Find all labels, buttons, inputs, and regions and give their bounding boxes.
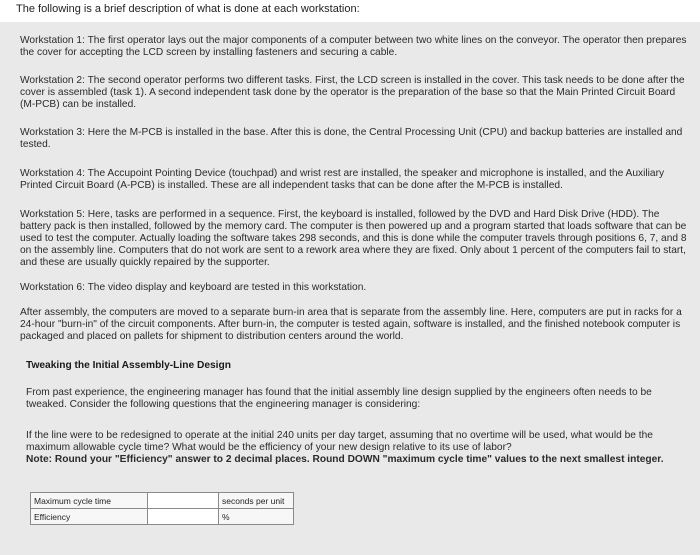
- question-header: [0, 0, 700, 22]
- efficiency-label: Efficiency: [31, 509, 148, 525]
- question-text: If the line were to be redesigned to operate at the initial 240 units per day target, assuming that no overtime will be used, what would be the maximum allowable cycle time? What would be the efficiency of your new design relative to its use of labor?: [26, 430, 653, 453]
- efficiency-unit: %: [219, 509, 294, 525]
- workstation-5-text: Workstation 5: Here, tasks are performed in a sequence. First, the keyboard is installed, followed by the DVD and Hard Disk Drive (HDD). The battery pack is then installed, followed by the memory card. The computer is then powered up and a program started that loads software that can be used to test the computer. Actually loading the software takes 298 seconds, and this is done while the computer travels through positions 6, 7, and 8 on the assembly line. Computers that do not work are sent to a rework area where they are fixed. Only about 1 percent of the computers fail to start, and these are usually quickly repaired by the supporter.: [20, 209, 687, 268]
- max-cycle-time-input[interactable]: [151, 493, 215, 508]
- rounding-note: Note: Round your "Efficiency" answer to 2 decimal places. Round DOWN "maximum cycle time" values to the next smallest integer.: [26, 454, 664, 465]
- answer-table: [30, 492, 294, 525]
- workstation-6-text: Workstation 6: The video display and keyboard are tested in this workstation.: [20, 282, 367, 293]
- burn-in-text: After assembly, the computers are moved to a separate burn-in area that is separate from the assembly line. Here, computers are put in racks for a 24-hour "burn-in" of the circuit components. After burn-in, the computer is tested again, software is installed, and the finished notebook computer is packaged and placed on pallets for shipment to distribution centers around the world.: [20, 307, 682, 342]
- workstation-2-text: Workstation 2: The second operator performs two different tasks. First, the LCD screen is installed in the cover. This task needs to be done after the cover is assembled (task 1). A second independent task done by the operator is the preparation of the base so that the Main Printed Circuit Board (M-PCB) can be installed.: [20, 75, 685, 110]
- section-intro: From past experience, the engineering manager has found that the initial assembly line design supplied by the engineers often needs to be tweaked. Consider the following questions that the engineering manager is considering:: [26, 387, 652, 410]
- question-body: [0, 22, 700, 555]
- header-text: The following is a brief description of what is done at each workstation:: [16, 3, 360, 15]
- answer-row-max-cycle-time: [31, 493, 294, 509]
- efficiency-input[interactable]: [151, 509, 215, 524]
- answer-row-efficiency: [31, 509, 294, 525]
- efficiency-cell: [148, 509, 219, 525]
- max-cycle-time-cell: [148, 493, 219, 509]
- max-cycle-time-label: Maximum cycle time: [31, 493, 148, 509]
- workstation-3-text: Workstation 3: Here the M-PCB is installed in the base. After this is done, the Central Processing Unit (CPU) and backup batteries are installed and tested.: [20, 127, 683, 150]
- section-heading: Tweaking the Initial Assembly-Line Design: [26, 360, 231, 371]
- workstation-4-text: Workstation 4: The Accupoint Pointing Device (touchpad) and wrist rest are installed, the speaker and microphone is installed, and the Auxiliary Printed Circuit Board (A-PCB) is installed. These are all independent tasks that can be done after the M-PCB is installed.: [20, 168, 665, 191]
- workstation-1-text: Workstation 1: The first operator lays out the major components of a computer between two white lines on the conveyor. The operator then prepares the cover for accepting the LCD screen by installing fasteners and securing a cable.: [20, 35, 687, 58]
- max-cycle-time-unit: seconds per unit: [219, 493, 294, 509]
